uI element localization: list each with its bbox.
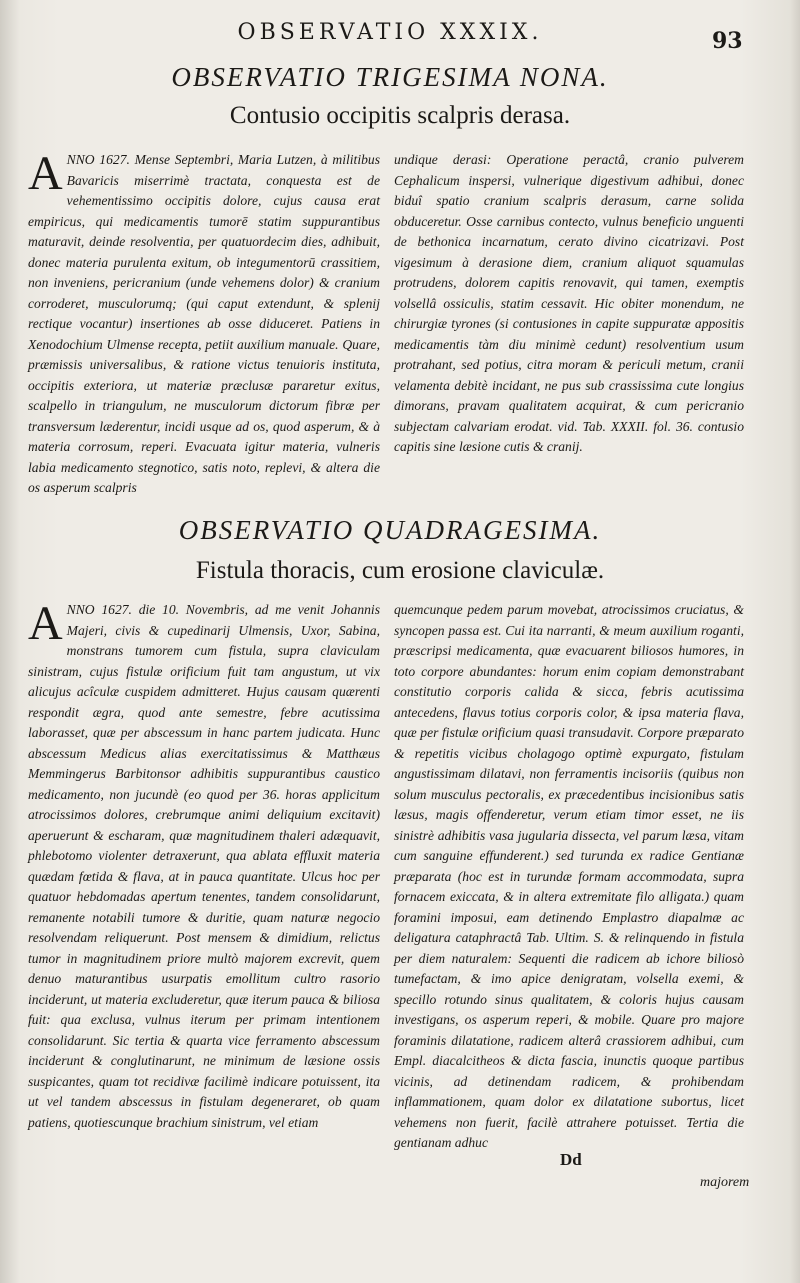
observation-39-left-column (28, 147, 380, 499)
catchword: majorem (700, 1175, 750, 1190)
drop-capital: A (28, 597, 63, 650)
observation-39-subtitle: Contusio occipitis scalpris derasa. (229, 102, 571, 129)
observation-40-subtitle: Fistula thoracis, cum erosione claviculæ. (195, 557, 605, 584)
page-number: 93 (712, 28, 743, 54)
observation-39-right-column (394, 150, 744, 458)
observation-39-title: OBSERVATIO TRIGESIMA NONA. (171, 62, 609, 92)
observation-40-right-text: quemcunque pedem parum movebat, atrocissimos cruciatus, & syncopen passa est. Cui ita narranti, & meum auxilium roganti, præscripsi medicamenta, quæ evacuarent biliosos humores, in toto corpore abundantes: horum enim copiam demonstrabant constitutio corporis calida & sicca, febris acutissima antecedens, flavus totius corporis color, & ipsa materia flava, quæ per fistulæ orificium quasi transudavit. Corpore præparato & repetitis vicibus cholagogo optimè expurgato, fistulam angustissimam dilatavi, non ferramentis incisoriis (quibus non solum musculus pectoralis, ex præcedentibus incisionibus satis læsus, magis offenderetur, verum etiam timor esset, ne iis sinistrè adhibitis vasa jugularia dissecta, vel parum læsa, vitam cum sanguine effunderent.) sed turunda ex radice Gentianæ præparata (hoc est in turundæ formam accommodata, supra fornacem exiccata, & in altera extremitate filo alligata.) quam foramini imposui, eam detinendo Emplastro diapalmæ ac deligatura cataphractâ Tab. Ultim. S. & relinquendo in fistula per diem naturalem: Sequenti die radicem ab ichore biliosò tumefactam, & imo apice denigratam, volsella exemi, & specillo rotundo sinus qualitatem, & coloris hujus causam investigans, os asperum reperi, & mobile. Quare pro majore foraminis dilatatione, radicem alterâ crassiorem adhibui, cum Empl. diacalcitheos & dicta fascia, inunctis quoque partibus vicinis, ad detinendam radicem, & prohibendam inflammationem, quam dolor ex dilatatione subortus, licet vehemens non fuerit, facilè attrahere potuisset. Tertia die gentianam adhuc (394, 602, 744, 1150)
signature-mark: Dd (560, 1150, 582, 1169)
observation-40-right-column (394, 600, 744, 1154)
observation-40-left-column (28, 597, 380, 1133)
observation-40-left-text: NNO 1627. die 10. Novembris, ad me venit Johannis Majeri, civis & cupedinarij Ulmensis, Uxor, Sabina, monstrans tumorem cum fistula, supra claviculam sinistram, cujus fistulæ orificium fuit tam angustum, ut vix alicujus acîculæ cuspidem admitteret. Hujus causam quærenti respondit ægra, quod ante semestre, febre acutissima laborasset, quæ per abscessum in hanc partem judicata. Hunc abscessum Medicus alias exercitatissimus & Matthæus Memmingerus Barbitonsor adhibitis suppurantibus caustico medicamento, non jucundè (eo quod per 36. horas applicitum atrocissimos dolores, crebrumque animi deliquium excitavit) aperuerunt & escharam, quæ magnitudinem thaleri adæquavit, phlebotomo violenter detraxerunt, qua ablata effluxit materia quædam fœtida & flava, at in pauca quantitate. Ulcus hoc per quatuor hebdomadas apertum tenentes, tandem consolidarunt, remanente notabili tumore & duritie, quam naturæ negocio resolvendam reliquerunt. Post mensem & dimidium, relictus tumor in magnitudinem priore multò majorem excrevit, quem denuo maturantibus usurpatis emollitum cultro rasorio inciderunt, ut materia excluderetur, quæ iterum pauca & biliosa fuit: qua exclusa, vulnus iterum per primam intentionem consolidarunt. Sic tertia & quarta vice ferramento abscessum inciderunt & conglutinarunt, ne minimum de læsione ossis suspicantes, quam tot recidivæ facilimè indicare potuissent, ita ut vel tandem abscessus in fistulam degeneraret, ob quam patiens, quotiescunque brachium sinistrum, vel etiam (28, 602, 380, 1130)
running-head: OBSERVATIO XXXIX. (237, 20, 543, 45)
observation-39-left-text: NNO 1627. Mense Septembri, Maria Lutzen, à militibus Bavaricis miserrimè tractata, conquesta est de vehementissimo occipitis dolore, cujus causa erat empiricus, qui medicamentis tumorē statim suppurantibus maturavit, deinde resolventia, per quatuordecim dies, adhibuit, donec materia purulenta exitum, ob integumentorū crassitiem, non inveniens, pericranium (unde vehemens dolor) & cranium corroderet, musculorumq; (qui caput extendunt, & splenij rectique vocantur) insertiones ab osse diduceret. Patiens in Xenodochium Ulmense recepta, petiit auxilium manuale. Quare, præmissis universalibus, & ratione victus tenuioris instituta, occipitis exteriora, ut materiæ præclusæ pararetur exitus, scalpello in triangulum, ne musculorum dictorum fibræ per transversum læderentur, incidi usque ad os, quod asperum, & à materia corrosum, reperi. Evacuata igitur materia, vulneris labia medicamento stegnotico, satis noto, replevi, & altera die os asperum scalpris (28, 152, 380, 495)
observation-39-right-text: undique derasi: Operatione peractâ, cranio pulverem Cephalicum inspersi, vulnerique digestivum adhibui, donec biduî spatio cranium scalpris derasum, carne solida obduceretur. Osse carnibus contecto, vulnus beneficio unguenti de bethonica incarnatum, cerato divino cicatrizavi. Post vigesimum à derasione diem, cranium aliquot squamulas protrudens, dolorem capitis renovavit, qui tamen, exemptis volsellâ ossiculis, statim cessavit. Hic obiter monendum, ne chirurgiæ tyrones (si contusiones in capite suppuratæ appositis medicamentis tàm diu minimè cedunt) resolventium usum protrahant, sed potius, citra moram & periculi metum, cranii velamenta debitè incidant, ne pus sub crassissima cute longius dimorans, pravam qualitatem acquirat, & cum pericranio subjectam calvariam erodat. vid. Tab. XXXII. fol. 36. contusio capitis sine læsione cutis & cranij. (394, 152, 744, 454)
drop-capital: A (28, 147, 63, 200)
observation-40-title: OBSERVATIO QUADRAGESIMA. (178, 515, 602, 545)
